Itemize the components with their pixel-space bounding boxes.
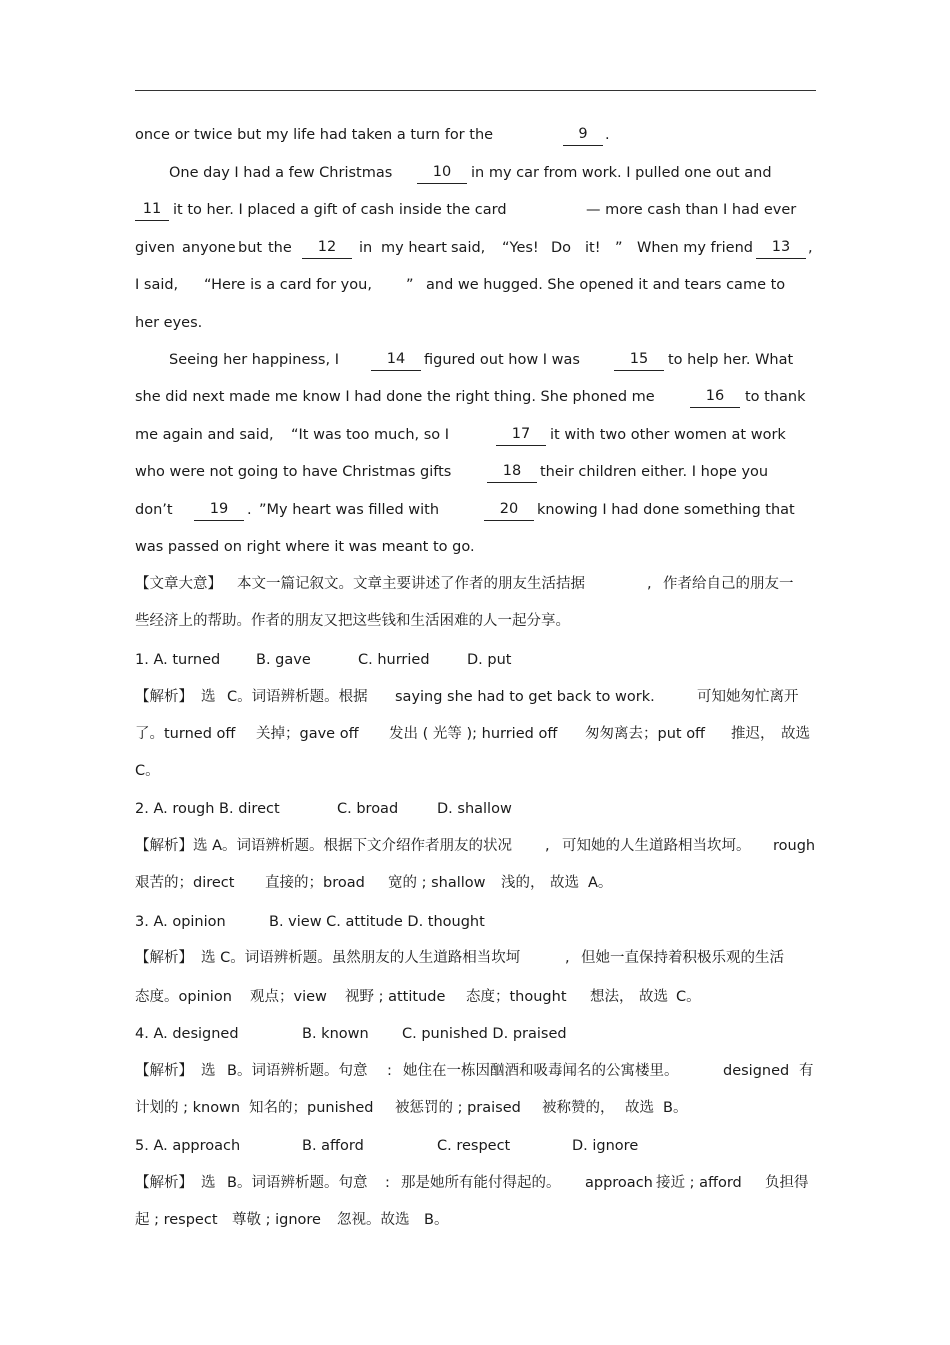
summary-heading: 【文章大意】: [135, 576, 222, 592]
blank-20: 20: [484, 498, 534, 521]
blank-12: 12: [302, 236, 352, 259]
analysis-text: 被称赞的，: [542, 1100, 615, 1116]
analysis-text: approach: [585, 1175, 653, 1191]
analysis-text: 观点；view: [250, 989, 327, 1005]
analysis-line: [135, 759, 816, 783]
passage-text: their children either. I hope you: [540, 464, 769, 480]
analysis-text: 关掉；gave off: [256, 726, 359, 742]
passage-text: Seeing her happiness, I: [169, 352, 339, 368]
analysis-text: 她住在一栋因酗酒和吸毒闻名的公寓楼里。: [403, 1063, 679, 1079]
passage-text: ,: [808, 240, 813, 256]
analysis-line: [135, 1208, 816, 1232]
blank-11: 11: [135, 198, 169, 221]
option: D. put: [467, 652, 512, 668]
passage-text: I said,: [135, 277, 179, 293]
analysis-text: A。: [588, 875, 613, 891]
question-options: [135, 1022, 816, 1046]
passage-text: but: [238, 240, 263, 256]
analysis-text: 选: [201, 1175, 216, 1191]
blank-18: 18: [487, 460, 537, 483]
analysis-label: 【解析】: [135, 689, 193, 705]
analysis-text: 了。turned off: [135, 726, 236, 742]
analysis-text: 直接的；broad: [265, 875, 365, 891]
passage-text: it!: [585, 240, 601, 256]
analysis-line: [135, 722, 816, 746]
option: 2. A. rough B. direct: [135, 801, 280, 817]
option: 3. A. opinion: [135, 914, 226, 930]
analysis-text: 故选: [639, 989, 668, 1005]
analysis-text: 有: [799, 1063, 814, 1079]
analysis-line: [135, 834, 816, 858]
analysis-text: saying she had to get back to work.: [395, 689, 655, 705]
passage-text: who were not going to have Christmas gifts: [135, 464, 452, 480]
analysis-text: :: [385, 1175, 390, 1191]
analysis-line: [135, 1171, 816, 1195]
question-options: [135, 648, 816, 672]
summary-text: 作者给自己的朋友一: [663, 576, 794, 592]
blank-15: 15: [614, 348, 664, 371]
analysis-text: 但她一直保持着积极乐观的生活: [581, 950, 784, 966]
passage-text: When my friend: [637, 240, 753, 256]
passage-text: she did next made me know I had done the right thing. She phoned me: [135, 389, 655, 405]
passage-text: figured out how I was: [424, 352, 580, 368]
passage-line: [135, 423, 816, 447]
passage-text: anyone: [182, 240, 236, 256]
analysis-line: [135, 871, 816, 895]
summary-text: ,: [647, 576, 652, 592]
analysis-text: 宽的 ; shallow: [388, 875, 486, 891]
passage-text: it to her. I placed a gift of cash inside the card: [173, 202, 507, 218]
analysis-line: [135, 1096, 816, 1120]
analysis-text: 计划的 ; known: [135, 1100, 241, 1116]
passage-text: “It was too much, so I: [291, 427, 450, 443]
header-rule: [135, 90, 816, 91]
option: 5. A. approach: [135, 1138, 241, 1154]
analysis-label: 【解析】: [135, 1063, 193, 1079]
passage-line: [135, 460, 816, 484]
passage-text: “Yes!: [502, 240, 539, 256]
analysis-text: ,: [545, 838, 550, 854]
question-options: [135, 797, 816, 821]
passage-line: [135, 498, 816, 522]
passage-text: ”: [406, 277, 414, 293]
passage-text: to help her. What: [668, 352, 794, 368]
passage-text: in my car from work. I pulled one out and: [471, 165, 772, 181]
analysis-text: 选: [201, 689, 216, 705]
option: 1. A. turned: [135, 652, 221, 668]
passage-text: it with two other women at work: [550, 427, 786, 443]
analysis-text: designed: [723, 1063, 790, 1079]
analysis-text: 忽视。故选: [337, 1212, 410, 1228]
analysis-line: [135, 946, 816, 970]
option: B. known: [302, 1026, 369, 1042]
passage-line: [135, 236, 816, 260]
passage-text: knowing I had done something that: [537, 502, 795, 518]
passage-text: .: [247, 502, 252, 518]
analysis-text: 艰苦的；direct: [135, 875, 235, 891]
blank-19: 19: [194, 498, 244, 521]
summary-text: 本文一篇记叙文。文章主要讲述了作者的朋友生活拮据: [237, 576, 585, 592]
blank-16: 16: [690, 385, 740, 408]
analysis-text: 态度；thought: [466, 989, 567, 1005]
analysis-text: B。: [424, 1212, 449, 1228]
analysis-text: 故选: [550, 875, 579, 891]
passage-line: [135, 198, 816, 222]
passage-text: Do: [551, 240, 572, 256]
option: C. punished D. praised: [402, 1026, 567, 1042]
blank-10: 10: [417, 161, 467, 184]
analysis-label: 【解析】: [135, 950, 193, 966]
blank-13: 13: [756, 236, 806, 259]
passage-line: [135, 311, 816, 335]
analysis-text: ,: [565, 950, 570, 966]
analysis-text: C。: [676, 989, 701, 1005]
analysis-text: C。词语辨析题。根据: [227, 689, 368, 705]
passage-text: given: [135, 240, 175, 256]
option: C. respect: [437, 1138, 511, 1154]
passage-line: [135, 161, 816, 185]
analysis-text: :: [387, 1063, 392, 1079]
analysis-text: 匆匆离去；put off: [585, 726, 706, 742]
analysis-text: B。: [663, 1100, 688, 1116]
option: C. hurried: [358, 652, 430, 668]
analysis-text: 可知她的人生道路相当坎坷。: [562, 838, 751, 854]
analysis-text: 负担得: [765, 1175, 809, 1191]
analysis-text: 接近 ; afford: [656, 1175, 742, 1191]
analysis-label: 【解析】: [135, 1175, 193, 1191]
analysis-text: 可知她匆忙离开: [697, 689, 799, 705]
passage-text: and we hugged. She opened it and tears came to: [426, 277, 786, 293]
summary-line: [135, 572, 816, 596]
passage-text: her eyes.: [135, 315, 203, 331]
option: B. view C. attitude D. thought: [269, 914, 485, 930]
analysis-text: 选: [201, 1063, 216, 1079]
analysis-text: rough: [773, 838, 816, 854]
blank-9: 9: [563, 123, 603, 146]
analysis-text: 浅的，: [501, 875, 545, 891]
passage-text: One day I had a few Christmas: [169, 165, 393, 181]
analysis-text: 尊敬 ; ignore: [232, 1212, 321, 1228]
option: D. ignore: [572, 1138, 639, 1154]
analysis-text: C。: [135, 763, 160, 779]
analysis-text: 那是她所有能付得起的。: [401, 1175, 561, 1191]
analysis-text: B。词语辨析题。句意: [227, 1175, 368, 1191]
passage-line: [135, 535, 816, 559]
analysis-line: [135, 1059, 816, 1083]
passage-text: “Here is a card for you,: [204, 277, 372, 293]
passage-line: [135, 123, 816, 147]
passage-text: me again and said,: [135, 427, 274, 443]
passage-text: the: [268, 240, 292, 256]
passage-text: my heart: [381, 240, 447, 256]
option: C. broad: [337, 801, 399, 817]
analysis-text: 被惩罚的 ; praised: [395, 1100, 521, 1116]
passage-text: ”My heart was filled with: [259, 502, 440, 518]
analysis-text: 发出 ( 光等 ); hurried off: [389, 726, 558, 742]
analysis-text: 想法，: [590, 989, 634, 1005]
analysis-text: 推迟，: [731, 726, 775, 742]
option: B. gave: [256, 652, 311, 668]
blank-17: 17: [496, 423, 546, 446]
passage-text: was passed on right where it was meant to go.: [135, 539, 475, 555]
passage-text: once or twice but my life had taken a turn for the: [135, 127, 494, 143]
analysis-text: 【解析】选 A。词语辨析题。根据下文介绍作者朋友的状况: [135, 838, 513, 854]
analysis-text: 视野 ; attitude: [345, 989, 446, 1005]
summary-text: 些经济上的帮助。作者的朋友又把这些钱和生活困难的人一起分享。: [135, 613, 570, 629]
passage-text: said,: [451, 240, 486, 256]
passage-text: to thank: [745, 389, 806, 405]
passage-text: in: [359, 240, 373, 256]
analysis-text: B。词语辨析题。句意: [227, 1063, 368, 1079]
passage-text: — more cash than I had ever: [586, 202, 797, 218]
question-options: [135, 910, 816, 934]
blank-14: 14: [371, 348, 421, 371]
analysis-text: 起 ; respect: [135, 1212, 218, 1228]
analysis-text: 知名的；punished: [249, 1100, 374, 1116]
analysis-text: 故选: [625, 1100, 654, 1116]
passage-line: [135, 273, 816, 297]
option: 4. A. designed: [135, 1026, 239, 1042]
analysis-text: 故选: [781, 726, 810, 742]
passage-text: .: [605, 127, 610, 143]
analysis-text: 选 C。词语辨析题。虽然朋友的人生道路相当坎坷: [201, 950, 521, 966]
summary-line: [135, 609, 816, 633]
passage-line: [135, 385, 816, 409]
analysis-line: [135, 985, 816, 1009]
analysis-line: [135, 685, 816, 709]
option: D. shallow: [437, 801, 512, 817]
passage-line: [135, 348, 816, 372]
option: B. afford: [302, 1138, 364, 1154]
question-options: [135, 1134, 816, 1158]
passage-text: don’t: [135, 502, 173, 518]
analysis-text: 态度。opinion: [135, 989, 232, 1005]
passage-text: ”: [615, 240, 623, 256]
